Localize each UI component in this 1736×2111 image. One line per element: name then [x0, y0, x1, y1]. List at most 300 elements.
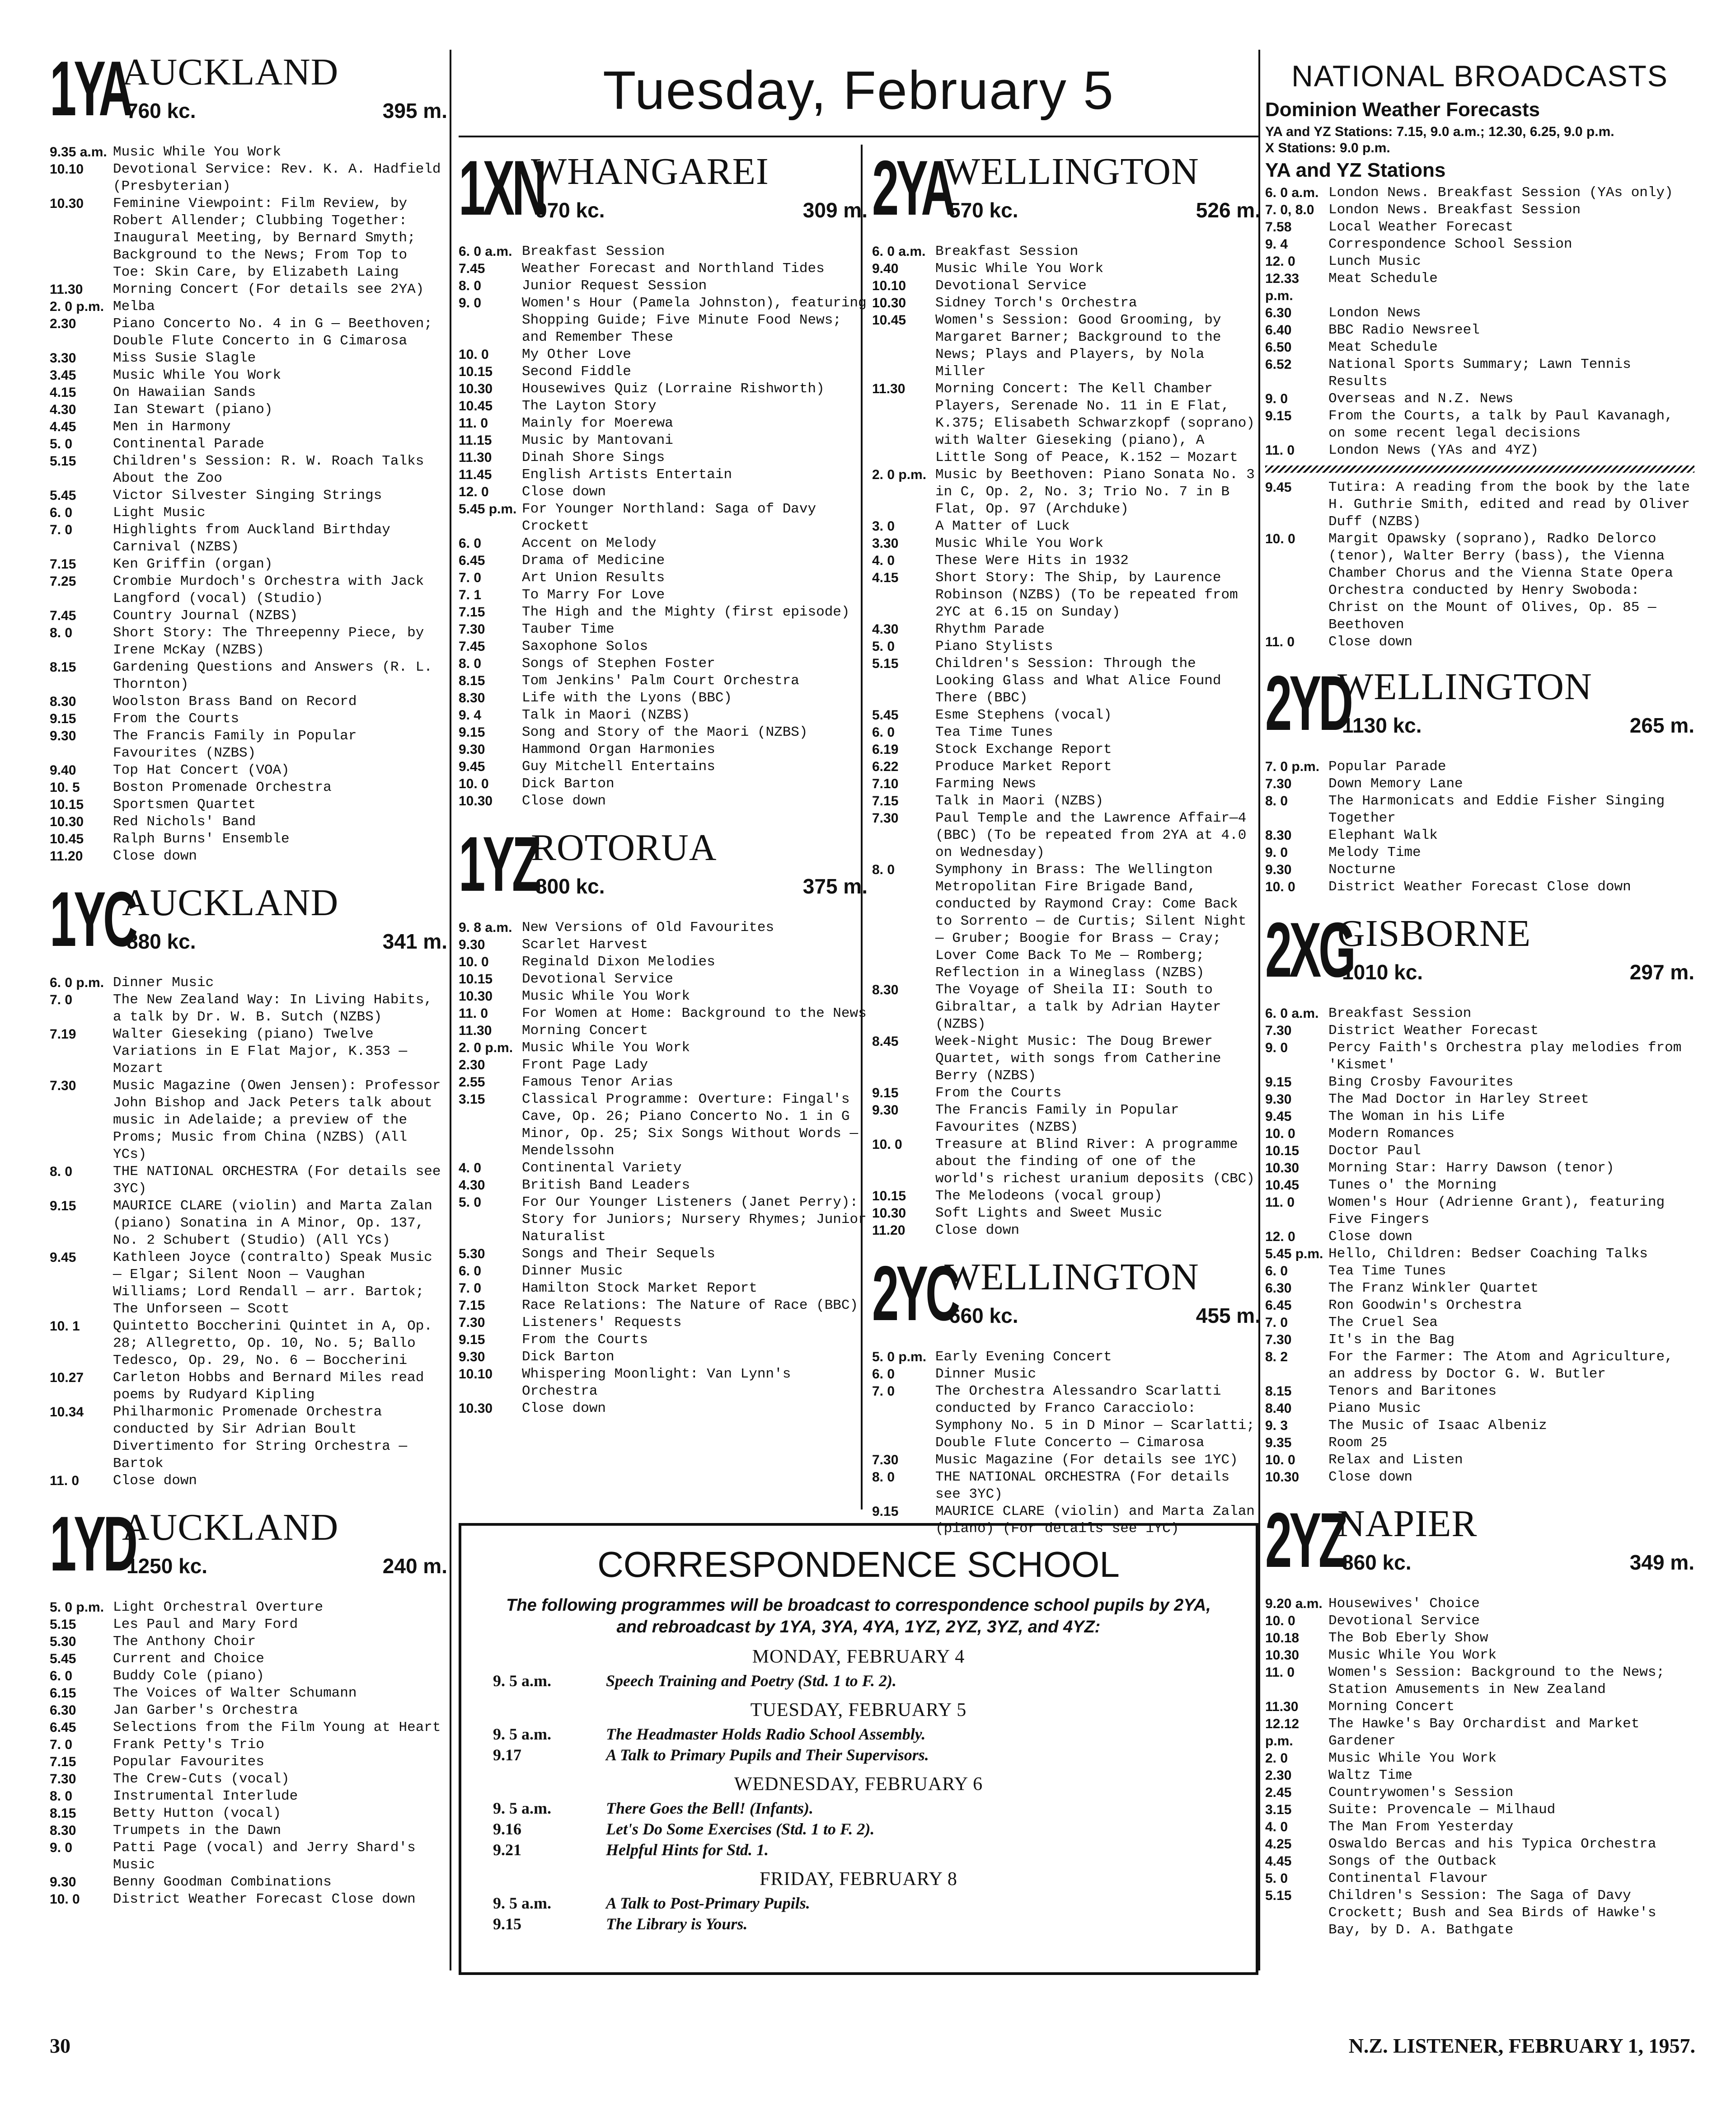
schedule-program: Victor Silvester Singing Strings	[113, 488, 382, 503]
frequency: 800 kc.	[535, 874, 605, 898]
schedule-time: 7. 0	[1265, 1315, 1288, 1330]
schedule-program: Morning Concert	[1328, 1699, 1455, 1715]
schedule-time: 10.30	[1265, 1470, 1300, 1485]
schedule-program: Junior Request Session	[522, 278, 707, 294]
schedule-item	[872, 741, 1261, 758]
schedule-item	[459, 277, 868, 295]
schedule-time: 8. 0	[459, 656, 482, 671]
schedule-time: 6. 0	[872, 725, 895, 740]
schedule-time: 10.45	[459, 399, 493, 414]
call-sign: 1YA	[50, 45, 131, 132]
schedule-item	[50, 573, 447, 607]
schedule-item	[1265, 1613, 1694, 1630]
schedule-time: 8.40	[1265, 1401, 1292, 1416]
station-block	[1265, 660, 1694, 896]
schedule-item	[1265, 758, 1694, 776]
schedule-program: Sidney Torch's Orchestra	[935, 295, 1137, 311]
schedule-time: 7.30	[1265, 776, 1292, 791]
schedule-time: 7.30	[459, 1315, 485, 1330]
schedule-program: Close down	[1328, 1469, 1413, 1485]
schedule-time: 7.30	[872, 811, 899, 826]
national-item	[1265, 634, 1694, 651]
schedule-time: 5.15	[50, 1617, 76, 1632]
schedule-time: 9. 0	[459, 296, 482, 310]
schedule-program: Ken Griffin (organ)	[113, 556, 273, 572]
frequency: 860 kc.	[1342, 1551, 1412, 1574]
schedule-time: 7.15	[872, 794, 899, 809]
station-city: AUCKLAND	[122, 51, 339, 93]
schedule-item	[1265, 1417, 1694, 1434]
school-time: 9.15	[493, 1915, 521, 1933]
schedule-item	[1265, 1784, 1694, 1801]
schedule-item	[459, 1297, 868, 1314]
station-block	[1265, 1497, 1694, 1939]
schedule-item	[50, 367, 447, 384]
schedule-time: 8.15	[50, 660, 76, 675]
schedule-time: 8.30	[50, 694, 76, 709]
schedule-item	[50, 1891, 447, 1908]
schedule-item	[50, 195, 447, 281]
schedule-program: Meat Schedule	[1328, 339, 1438, 355]
schedule-time: 11. 0	[1265, 1195, 1295, 1210]
call-sign: 2YZ	[1265, 1497, 1345, 1584]
schedule-item	[50, 1685, 447, 1702]
schedule-time: 5.30	[50, 1634, 76, 1649]
schedule-time: 2. 0 p.m.	[459, 1040, 513, 1055]
schedule-program: The Man From Yesterday	[1328, 1819, 1514, 1835]
schedule-item	[872, 260, 1261, 277]
schedule-item	[459, 569, 868, 587]
schedule-time: 4. 0	[872, 553, 895, 568]
schedule-item	[459, 1074, 868, 1091]
wavelength: 265 m.	[1629, 714, 1694, 737]
station-header	[872, 1250, 1261, 1345]
schedule-program: For Our Younger Listeners (Janet Perry): Story for Juniors; Nursery Rhymes; Junior Naturalist	[522, 1194, 867, 1245]
schedule-item	[1265, 1108, 1694, 1125]
schedule-program: Hammond Organ Harmonies	[522, 742, 715, 757]
school-row	[493, 1893, 1224, 1914]
schedule-program: Popular Parade	[1328, 759, 1446, 775]
schedule-item	[1265, 827, 1694, 844]
schedule-time: 2. 0 p.m.	[50, 299, 104, 314]
schedule-program: Early Evening Concert	[935, 1349, 1112, 1365]
call-sign: 2YC	[872, 1250, 957, 1337]
schedule-time: 5.30	[459, 1246, 485, 1261]
schedule-item	[459, 988, 868, 1005]
schedule-item	[459, 919, 868, 936]
schedule-item	[872, 518, 1261, 535]
schedule-time: 9. 0	[50, 1840, 73, 1855]
schedule-time: 10.30	[459, 794, 493, 809]
schedule-program: Doctor Paul	[1328, 1143, 1421, 1159]
schedule-program: Instrumental Interlude	[113, 1788, 298, 1804]
schedule-program: Mainly for Moerewa	[522, 415, 673, 431]
schedule-time: 7. 0	[50, 522, 73, 537]
schedule-program: London News. Breakfast Session	[1328, 202, 1581, 218]
schedule-item	[50, 607, 447, 625]
schedule-time: 7. 0	[459, 570, 482, 585]
schedule-program: Buddy Cole (piano)	[113, 1668, 264, 1684]
schedule-program: Ron Goodwin's Orchestra	[1328, 1298, 1522, 1313]
schedule-program: Red Nichols' Band	[113, 814, 256, 830]
schedule-time: 9. 4	[459, 708, 482, 723]
schedule-program: For Younger Northland: Saga of Davy Crockett	[522, 501, 816, 534]
schedule-time: 7.19	[50, 1027, 76, 1042]
frequency: 570 kc.	[949, 198, 1018, 222]
schedule-program: Farming News	[935, 776, 1037, 792]
schedule-time: 10.15	[50, 797, 84, 812]
wavelength: 455 m.	[1196, 1304, 1261, 1327]
schedule-program: Breakfast Session	[522, 244, 665, 259]
schedule-time: 6.45	[50, 1720, 76, 1735]
wavelength: 341 m.	[382, 930, 447, 953]
schedule-item	[1265, 1246, 1694, 1263]
schedule-time: 9. 0	[1265, 845, 1288, 860]
schedule-program: Dick Barton	[522, 1349, 615, 1365]
schedule-item	[1265, 1383, 1694, 1400]
schedule-item	[872, 243, 1261, 260]
column-3	[872, 145, 1261, 1553]
schedule-time: 10.30	[872, 296, 906, 310]
schedule-item	[50, 1839, 447, 1874]
schedule-program: Piano Stylists	[935, 639, 1053, 654]
school-row	[493, 1798, 1224, 1819]
schedule-time: 10.30	[1265, 1161, 1300, 1175]
schedule-time: 10.15	[872, 1189, 906, 1204]
schedule-time: 8.15	[459, 673, 485, 688]
schedule-time: 10.10	[872, 278, 906, 293]
schedule-item	[50, 848, 447, 865]
national-schedule	[1265, 184, 1694, 459]
schedule-item	[50, 693, 447, 710]
schedule-time: 7.30	[50, 1772, 76, 1787]
schedule-time: 8. 0	[50, 625, 73, 640]
schedule-item	[50, 1633, 447, 1650]
schedule-item	[50, 1719, 447, 1736]
schedule-time: 6.22	[872, 759, 899, 774]
schedule-time: 8. 0	[872, 862, 895, 877]
schedule-item	[459, 587, 868, 604]
station-city: WELLINGTON	[944, 150, 1199, 193]
weather-line: X Stations: 9.0 p.m.	[1265, 141, 1390, 155]
schedule-program: It's in the Bag	[1328, 1332, 1455, 1348]
schedule-program: BBC Radio Newsreel	[1328, 322, 1480, 338]
national-item	[1265, 184, 1694, 202]
frequency: 660 kc.	[949, 1304, 1018, 1327]
schedule-time: 4.30	[459, 1178, 485, 1193]
schedule-item	[872, 1349, 1261, 1366]
schedule-time: 8. 0	[1265, 794, 1288, 809]
schedule-program: Continental Parade	[113, 436, 264, 452]
schedule-time: 10. 0	[1265, 1453, 1295, 1467]
schedule-item	[459, 466, 868, 484]
schedule-time: 7.45	[459, 639, 485, 654]
school-program: The Headmaster Holds Radio School Assembly.	[606, 1725, 926, 1743]
national-item	[1265, 253, 1694, 270]
schedule-time: 2. 0 p.m.	[872, 467, 927, 482]
schedule-time: 9.15	[1265, 409, 1292, 423]
schedule-item	[50, 728, 447, 762]
school-row	[493, 1839, 1224, 1860]
schedule-program: Carleton Hobbs and Bernard Miles read poems by Rudyard Kipling	[113, 1370, 424, 1403]
national-item	[1265, 305, 1694, 322]
schedule-program: Dick Barton	[522, 776, 615, 792]
schedule-time: 10. 0	[459, 954, 489, 969]
schedule-item	[1265, 1228, 1694, 1246]
column-4-stations	[1265, 660, 1694, 1939]
schedule-item	[459, 741, 868, 758]
schedule-program: Top Hat Concert (VOA)	[113, 762, 290, 778]
call-sign: 2YD	[1265, 660, 1351, 747]
schedule-program: New Versions of Old Favourites	[522, 920, 774, 936]
schedule-time: 11. 0	[1265, 635, 1295, 649]
schedule-item	[1265, 1022, 1694, 1039]
frequency: 1130 kc.	[1342, 714, 1422, 737]
schedule-item	[50, 779, 447, 796]
schedule-item	[50, 1702, 447, 1719]
schedule-time: 4.45	[1265, 1854, 1292, 1869]
station-header	[1265, 1497, 1694, 1592]
schedule-time: 10.45	[1265, 1178, 1300, 1193]
schedule-program: The High and the Mighty (first episode)	[522, 604, 850, 620]
school-time: 9. 5 a.m.	[493, 1725, 551, 1743]
schedule-item	[50, 350, 447, 367]
schedule-time: 9.15	[872, 1086, 899, 1100]
schedule-program: The Francis Family in Popular Favourites (NZBS)	[935, 1102, 1179, 1135]
schedule-item	[459, 776, 868, 793]
schedule-time: 9. 4	[1265, 237, 1288, 252]
frequency: 760 kc.	[127, 99, 196, 122]
schedule-time: 10. 0	[1265, 531, 1295, 546]
schedule-time: 6.52	[1265, 357, 1292, 372]
schedule-time: 9.15	[872, 1504, 899, 1519]
schedule-program: Margit Opawsky (soprano), Radko Delorco (tenor), Walter Berry (bass), the Vienna Chamber Chorus and the Vienna State Opera Orchestra conducted by Henry Swoboda: Christ on the Mount of Olives, Op. 85 — Beethoven	[1328, 531, 1673, 633]
national-item	[1265, 356, 1694, 390]
schedule-item	[459, 936, 868, 954]
schedule-program: Feminine Viewpoint: Film Review, by Robert Allender; Clubbing Together: Inaugural Meeting, by Bernard Smyth; Background to the News; From Top to Toe: Skin Care, by Elizabeth Laing	[113, 196, 416, 280]
schedule-program: Drama of Medicine	[522, 553, 665, 569]
schedule-time: 4.15	[872, 570, 899, 585]
schedule-program: Morning Concert (For details see 2YA)	[113, 282, 424, 297]
schedule-time: 6. 0	[872, 1367, 895, 1382]
national-item	[1265, 479, 1694, 531]
schedule-item	[459, 690, 868, 707]
schedule-time: 9.30	[459, 937, 485, 952]
schedule-item	[50, 1163, 447, 1198]
schedule-time: 9.15	[50, 1199, 76, 1213]
schedule-item	[1265, 1630, 1694, 1647]
page-title: Tuesday, February 5	[603, 60, 1114, 121]
schedule-item	[1265, 1716, 1694, 1750]
frequency: 880 kc.	[127, 930, 196, 953]
schedule-item	[872, 466, 1261, 518]
schedule-time: 6. 0 a.m.	[459, 244, 512, 259]
schedule-item	[1265, 1819, 1694, 1836]
schedule-item	[1265, 1836, 1694, 1853]
schedule-program: The Mad Doctor in Harley Street	[1328, 1091, 1589, 1107]
schedule-time: 12. 0	[1265, 1229, 1295, 1244]
schedule-program: Boston Promenade Orchestra	[113, 780, 332, 795]
schedule-time: 10. 0	[459, 776, 489, 791]
schedule-item	[50, 1599, 447, 1616]
station-header	[459, 821, 868, 916]
schedule-item	[1265, 1091, 1694, 1108]
national-item	[1265, 339, 1694, 356]
schedule-item	[459, 1246, 868, 1263]
schedule-item	[459, 346, 868, 363]
schedule-program: The Voyage of Sheila II: South to Gibraltar, a talk by Adrian Hayter (NZBS)	[935, 982, 1221, 1032]
schedule-program: From the Courts, a talk by Paul Kavanagh, on some recent legal decisions	[1328, 408, 1673, 441]
schedule-program: Breakfast Session	[935, 244, 1079, 259]
wavelength: 240 m.	[382, 1554, 447, 1578]
schedule-item	[459, 1160, 868, 1177]
publication-line: N.Z. LISTENER, FEBRUARY 1, 1957.	[1348, 2034, 1695, 2057]
schedule-time: 9.30	[50, 729, 76, 743]
schedule-item	[459, 1194, 868, 1246]
schedule-program: For the Farmer: The Atom and Agriculture, an address by Doctor G. W. Butler	[1328, 1349, 1673, 1382]
schedule-program: Whispering Moonlight: Van Lynn's Orchestra	[522, 1366, 791, 1399]
schedule-program: Gardening Questions and Answers (R. L. Thornton)	[113, 659, 432, 692]
station-city: GISBORNE	[1337, 912, 1531, 954]
schedule-item	[459, 1366, 868, 1400]
frequency: 1010 kc.	[1342, 960, 1423, 984]
schedule-item	[459, 1331, 868, 1349]
schedule-item	[1265, 861, 1694, 879]
schedule-program: Classical Programme: Overture: Fingal's Cave, Op. 26; Piano Concerto No. 1 in G Minor, Op. 25; Six Songs Without Words — Mendelssohn	[522, 1091, 859, 1159]
schedule-time: 11. 0	[459, 416, 488, 431]
schedule-program: Tutira: A reading from the book by the late H. Guthrie Smith, edited and read by Oliver Duff (NZBS)	[1328, 480, 1690, 530]
schedule-item	[872, 655, 1261, 707]
schedule-program: Relax and Listen	[1328, 1452, 1463, 1468]
column-2	[459, 145, 868, 1433]
schedule-time: 7. 0, 8.0	[1265, 202, 1314, 217]
schedule-time: 7.10	[872, 776, 899, 791]
correspondence-school-days	[493, 1646, 1224, 1934]
schedule-time: 9. 0	[1265, 1040, 1288, 1055]
yayz-heading: YA and YZ Stations	[1265, 159, 1446, 181]
schedule-program: Music While You Work	[522, 1040, 690, 1056]
schedule-program: Close down	[113, 1473, 197, 1489]
schedule-program: Devotional Service	[1328, 1613, 1480, 1629]
schedule-time: 10.30	[459, 989, 493, 1004]
schedule-time: 6.19	[872, 742, 899, 757]
station-block	[459, 821, 868, 1417]
schedule-item	[459, 432, 868, 449]
schedule-program: Famous Tenor Arias	[522, 1074, 673, 1090]
schedule-program: Bing Crosby Favourites	[1328, 1074, 1514, 1090]
schedule-program: From the Courts	[522, 1332, 648, 1348]
school-row	[493, 1744, 1224, 1765]
schedule-item	[50, 436, 447, 453]
schedule-item	[459, 1400, 868, 1417]
schedule-item	[1265, 1870, 1694, 1887]
schedule-item	[459, 793, 868, 810]
schedule-program: London News. Breakfast Session (YAs only)	[1328, 185, 1673, 201]
schedule-time: 8. 0	[50, 1789, 73, 1804]
schedule-program: Devotional Service	[935, 278, 1087, 294]
schedule-item	[50, 1077, 447, 1163]
schedule-time: 4.15	[50, 385, 76, 400]
schedule-program: Tauber Time	[522, 621, 615, 637]
schedule-program: Elephant Walk	[1328, 827, 1438, 843]
school-day-heading: MONDAY, FEBRUARY 4	[752, 1646, 965, 1667]
schedule-program: Close down	[522, 484, 606, 500]
schedule-time: 6. 0	[50, 1669, 73, 1683]
schedule-item	[459, 971, 868, 988]
schedule-time: 10. 0	[459, 347, 489, 362]
schedule-program: Accent on Melody	[522, 536, 657, 551]
schedule-time: 8.15	[1265, 1384, 1292, 1399]
schedule-time: 8.15	[50, 1806, 76, 1821]
column-4	[1265, 50, 1694, 1954]
schedule-program: Melba	[113, 299, 155, 315]
schedule-time: 4. 0	[1265, 1820, 1288, 1834]
schedule-time: 10.10	[50, 162, 84, 177]
schedule-program: British Band Leaders	[522, 1177, 690, 1193]
schedule-time: 10. 0	[1265, 1613, 1295, 1628]
schedule-item	[459, 1177, 868, 1194]
schedule-program: Ralph Burns' Ensemble	[113, 831, 290, 847]
schedule-time: 10.27	[50, 1370, 84, 1385]
schedule-time: 6.30	[1265, 306, 1292, 320]
correspondence-school-box	[459, 1523, 1258, 1975]
schedule-program: Sportsmen Quartet	[113, 797, 256, 813]
schedule-item	[50, 710, 447, 728]
schedule-program: Light Orchestral Overture	[113, 1599, 324, 1615]
schedule-item	[872, 1102, 1261, 1136]
schedule-program: Devotional Service	[522, 971, 673, 987]
schedule-item	[459, 415, 868, 432]
schedule-program: Esme Stephens (vocal)	[935, 707, 1112, 723]
schedule-item	[872, 1222, 1261, 1239]
schedule-program: Les Paul and Mary Ford	[113, 1617, 298, 1632]
schedule-time: 9.45	[459, 759, 485, 774]
schedule-item	[1265, 1160, 1694, 1177]
schedule-time: 10.30	[1265, 1648, 1300, 1663]
schedule-item	[872, 552, 1261, 569]
schedule-item	[459, 1263, 868, 1280]
schedule-item	[872, 1085, 1261, 1102]
wavelength: 375 m.	[802, 874, 868, 898]
schedule-program: Patti Page (vocal) and Jerry Shard's Music	[113, 1840, 416, 1873]
schedule-item	[459, 381, 868, 398]
schedule-time: 10.15	[459, 364, 493, 379]
schedule-time: 9. 3	[1265, 1418, 1288, 1433]
schedule-program: Women's Hour (Adrienne Grant), featuring Five Fingers	[1328, 1194, 1665, 1227]
schedule-program: My Other Love	[522, 347, 631, 362]
schedule-program: Life with the Lyons (BBC)	[522, 690, 732, 706]
station-header	[1265, 660, 1694, 755]
schedule-item	[872, 1033, 1261, 1085]
schedule-program: Listeners' Requests	[522, 1315, 682, 1331]
school-time: 9. 5 a.m.	[493, 1672, 551, 1690]
schedule-program: Piano Concerto No. 4 in G — Beethoven; Double Flute Concerto in G Cimarosa	[113, 316, 432, 349]
schedule-time: 8. 2	[1265, 1349, 1288, 1364]
frequency: 970 kc.	[535, 198, 605, 222]
schedule-time: 6. 0	[50, 505, 73, 520]
schedule-time: 11.15	[459, 433, 492, 448]
schedule-time: 5. 0	[459, 1195, 482, 1210]
wavelength: 297 m.	[1629, 960, 1694, 984]
schedule-item	[50, 1198, 447, 1249]
schedule-program: Quintetto Boccherini Quintet in A, Op. 28; Allegretto, Op. 10, No. 5; Ballo Tedesco, Op. 29, No. 6 — Boccherini	[113, 1318, 432, 1368]
schedule-item	[1265, 1331, 1694, 1349]
schedule-time: 5.45	[872, 708, 899, 723]
schedule-item	[872, 638, 1261, 655]
station-header	[1265, 907, 1694, 1001]
wavelength: 526 m.	[1196, 198, 1261, 222]
schedule-program: A Matter of Luck	[935, 518, 1070, 534]
